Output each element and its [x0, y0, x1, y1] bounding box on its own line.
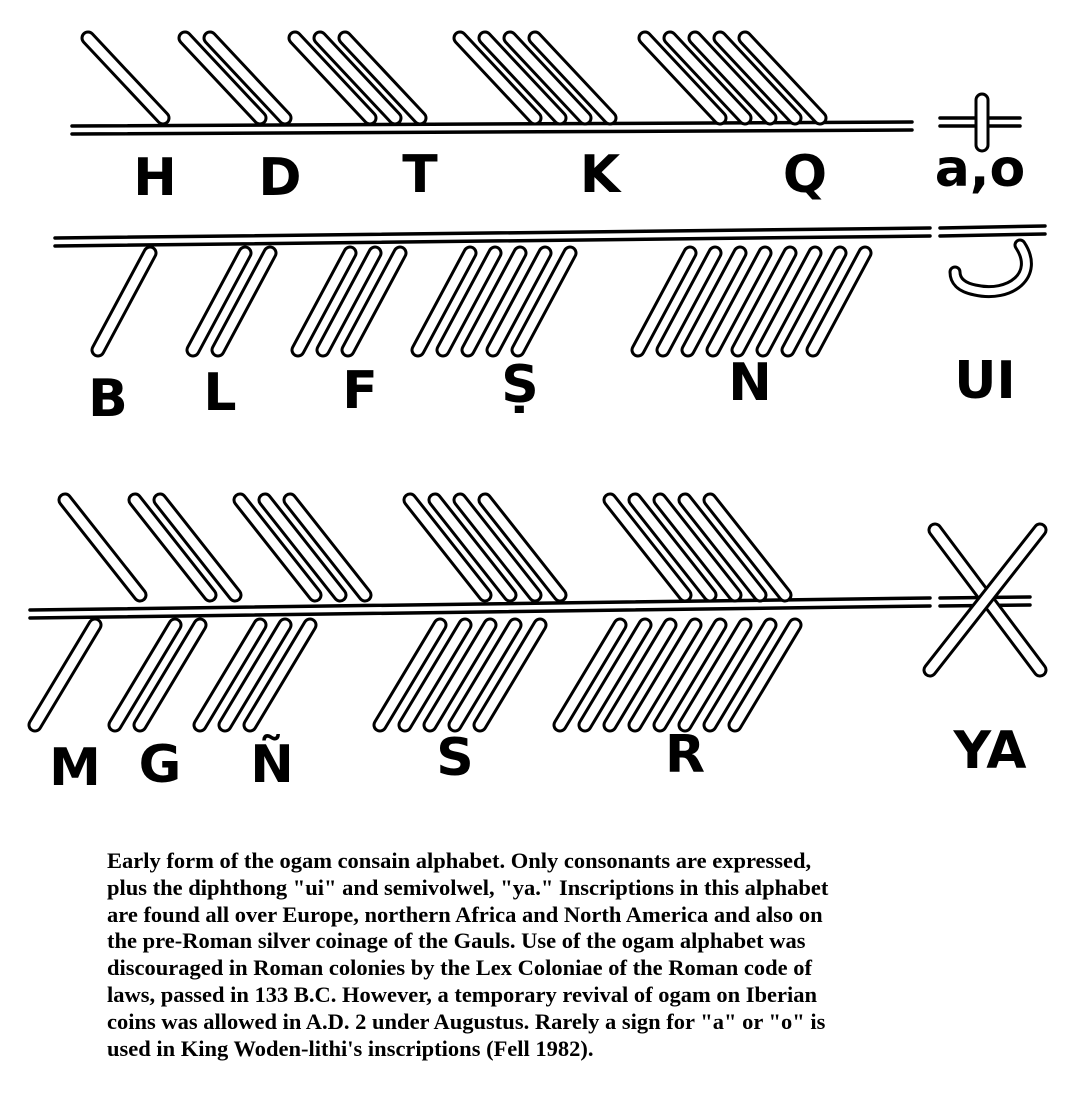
- letter-g-label: G: [138, 735, 182, 795]
- vowel-a-o-label: a,o: [934, 139, 1026, 199]
- letter-r-label: R: [664, 725, 706, 785]
- row1-stroke-group-1-inner: [88, 38, 163, 118]
- semivowel-ya-label: YA: [953, 721, 1027, 781]
- letter-k-label: K: [579, 145, 621, 205]
- caption: [107, 848, 1007, 1062]
- letter-l-label: L: [203, 363, 237, 423]
- caption-line: the pre-Roman silver coinage of the Gauls. Use of the ogam alphabet was: [107, 928, 806, 954]
- caption-line: discouraged in Roman colonies by the Lex Coloniae of the Roman code of: [107, 955, 812, 981]
- letter-n-label: N: [728, 353, 772, 413]
- diphthong-ui-label: UI: [954, 351, 1016, 411]
- ui-sign-line: [940, 226, 1045, 228]
- row3-lower-stroke-group-1-inner: [35, 625, 95, 725]
- letter-s-label: S: [436, 728, 474, 788]
- row1-stem-line: [72, 130, 912, 134]
- letter-q-label: Q: [782, 145, 828, 205]
- caption-line: coins was allowed in A.D. 2 under Augustus. Rarely a sign for "a" or "o" is: [107, 1008, 826, 1034]
- letter-h-label: H: [133, 148, 177, 208]
- letter-m-label: M: [49, 738, 101, 798]
- letter-n-tilde-label: Ñ: [250, 735, 294, 795]
- row1-stem-line: [72, 122, 912, 126]
- letter-s-dot-label: Ṣ: [501, 355, 539, 415]
- letter-f-label: F: [342, 361, 378, 421]
- caption-line: used in King Woden-lithi's inscriptions (Fell 1982).: [107, 1035, 594, 1061]
- caption-line: plus the diphthong "ui" and semivolwel, "ya." Inscriptions in this alphabet: [107, 874, 829, 900]
- letter-d-label: D: [258, 148, 302, 208]
- caption-line: laws, passed in 133 B.C. However, a temporary revival of ogam on Iberian: [107, 981, 817, 1007]
- row3-upper-stroke-group-1-inner: [65, 500, 140, 595]
- letter-t-label: T: [402, 145, 438, 205]
- row2-stroke-group-1-inner: [98, 253, 150, 350]
- caption-line: Early form of the ogam consain alphabet. Only consonants are expressed,: [107, 848, 812, 873]
- caption-line: are found all over Europe, northern Africa and North America and also on: [107, 901, 823, 927]
- ui-sign-line: [940, 234, 1045, 236]
- ui-sign-hook-inner: [955, 245, 1026, 292]
- letter-b-label: B: [88, 369, 128, 429]
